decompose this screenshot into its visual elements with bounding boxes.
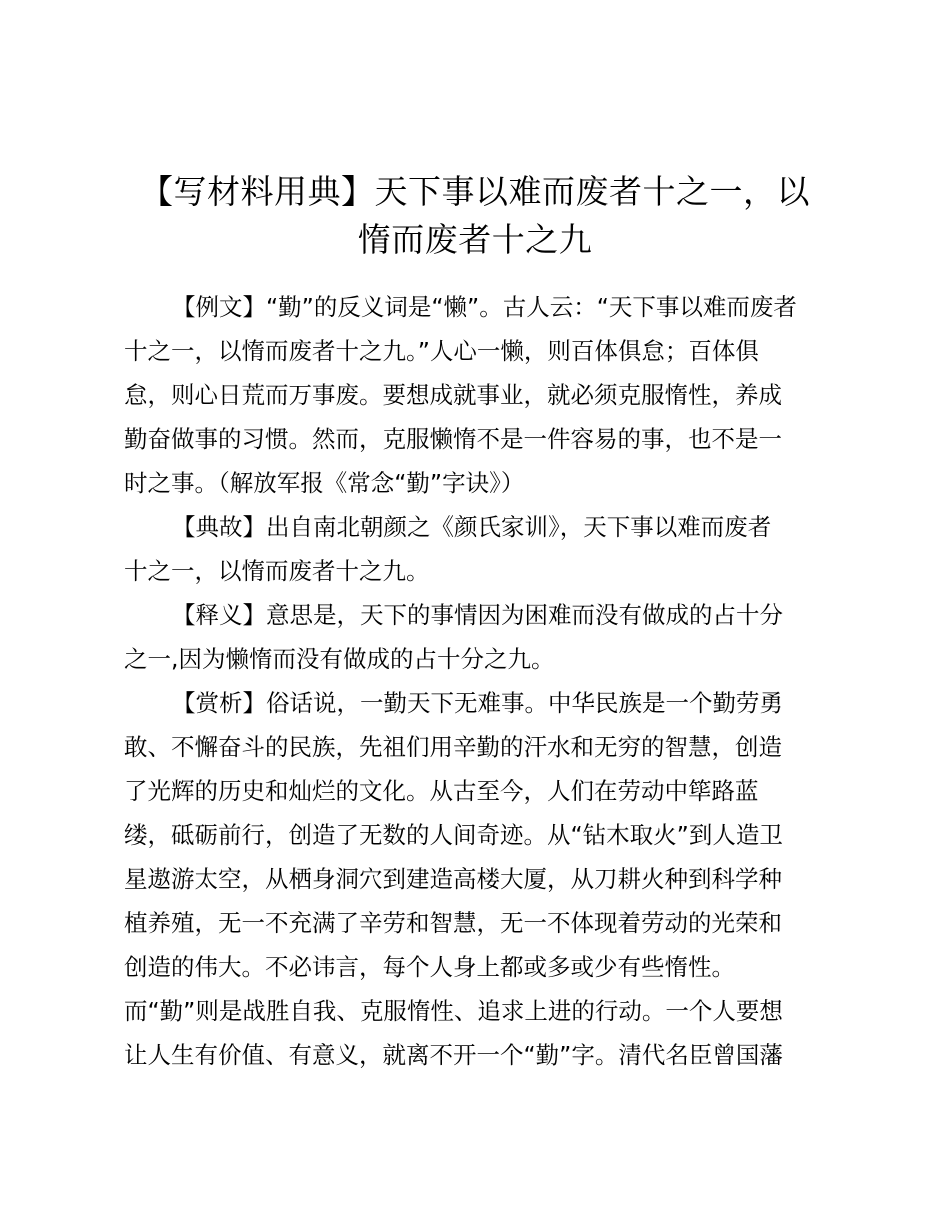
paragraph-line: 敢、不懈奋斗的民族，先祖们用辛勤的汗水和无穷的智慧，创造 — [124, 733, 782, 761]
paragraph-line: 让人生有价值、有意义，就离不开一个“勤”字。清代名臣曾国藩 — [124, 1041, 783, 1069]
paragraph-line: 怠，则心日荒而万事废。要想成就事业，就必须克服惰性，养成 — [124, 381, 782, 409]
document-title — [118, 168, 832, 264]
paragraph-line: 了光辉的历史和灿烂的文化。从古至今，人们在劳动中筚路蓝 — [124, 777, 759, 805]
paragraph-line: 创造的伟大。不必讳言，每个人身上都或多或少有些惰性。 — [124, 953, 735, 981]
title-line: 惰而废者十之九 — [357, 220, 593, 259]
paragraph-line: 【释义】意思是，天下的事情因为困难而没有做成的占十分 — [172, 601, 783, 629]
paragraph-line: 植养殖，无一不充满了辛劳和智慧，无一不体现着劳动的光荣和 — [124, 909, 782, 937]
document-body — [124, 285, 829, 1077]
title-line: 【写材料用典】天下事以难而废者十之一，以 — [140, 172, 810, 211]
paragraph-line: 缕，砥砺前行，创造了无数的人间奇迹。从“钻木取火”到人造卫 — [124, 821, 783, 849]
paragraph-line: 时之事。（解放军报《常念“勤”字诀》） — [124, 469, 525, 497]
paragraph-line: 而“勤”则是战胜自我、克服惰性、追求上进的行动。一个人要想 — [124, 997, 783, 1025]
paragraph-line: 之一,因为懒惰而没有做成的占十分之九。 — [124, 645, 555, 673]
paragraph-line: 【例文】“勤”的反义词是“懒”。古人云：“天下事以难而废者 — [172, 293, 797, 321]
paragraph-appreciation — [124, 681, 829, 1077]
paragraph-line: 十之一，以惰而废者十之九。”人心一懒，则百体俱怠；百体俱 — [124, 337, 759, 365]
paragraph-allusion — [124, 505, 829, 593]
paragraph-example — [124, 285, 829, 505]
paragraph-line: 【典故】出自南北朝颜之《颜氏家训》，天下事以难而废者 — [172, 513, 772, 541]
paragraph-line: 十之一，以惰而废者十之九。 — [124, 557, 430, 585]
paragraph-line: 星遨游太空，从栖身洞穴到建造高楼大厦，从刀耕火种到科学种 — [124, 865, 782, 893]
paragraph-meaning — [124, 593, 829, 681]
paragraph-line: 【赏析】俗话说，一勤天下无难事。中华民族是一个勤劳勇 — [172, 689, 783, 717]
paragraph-line: 勤奋做事的习惯。然而，克服懒惰不是一件容易的事，也不是一 — [124, 425, 782, 453]
